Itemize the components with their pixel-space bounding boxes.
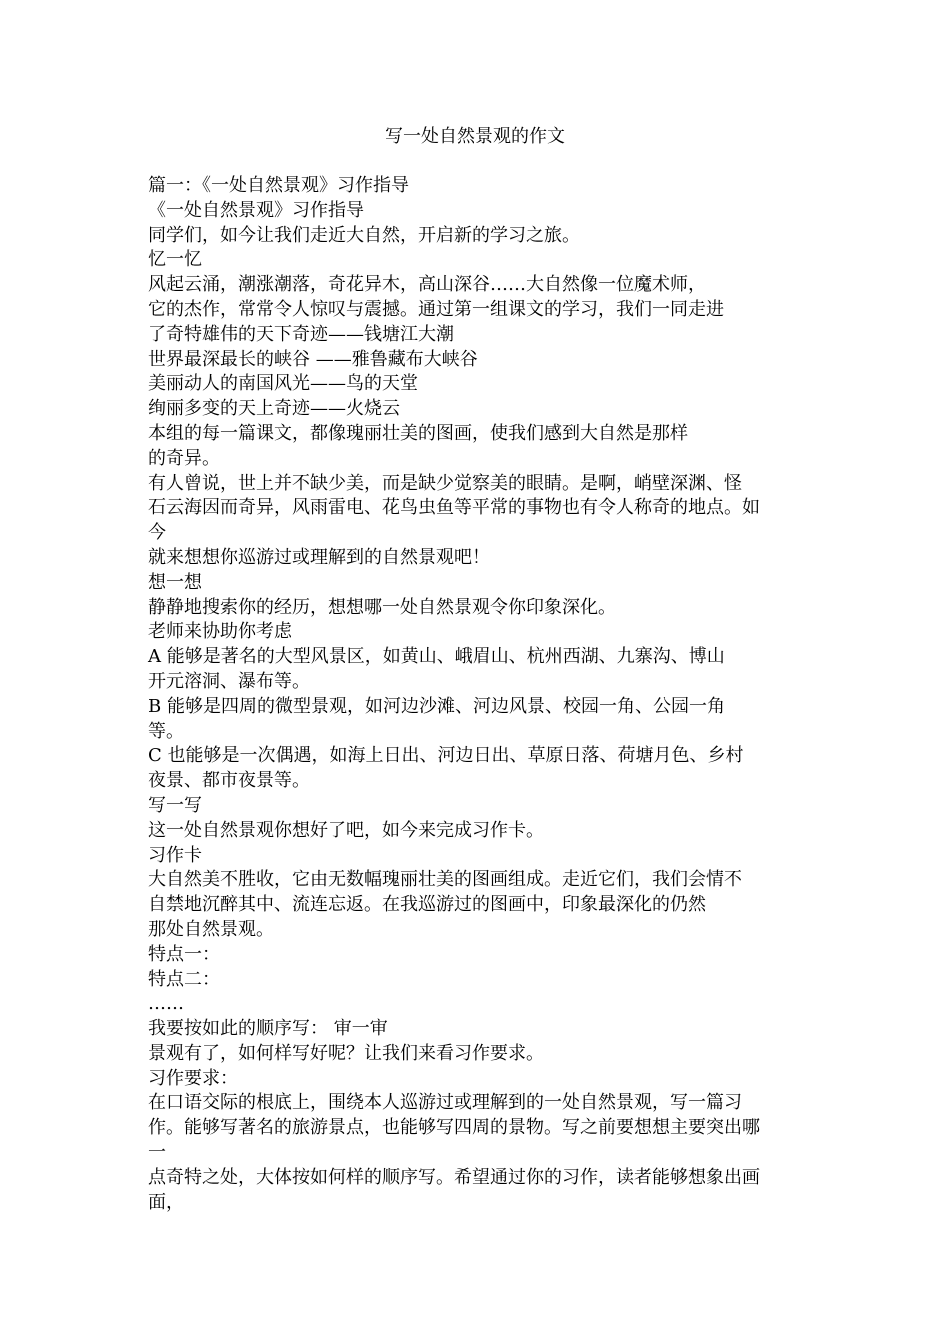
body-line: 写一写 bbox=[148, 794, 202, 816]
body-line: 习作要求： bbox=[148, 1067, 238, 1089]
body-line: 开元溶洞、瀑布等。 bbox=[148, 670, 310, 692]
body-line: 点奇特之处，大体按如何样的顺序写。希望通过你的习作，读者能够想象出画 bbox=[148, 1166, 760, 1188]
body-line: 就来想想你巡游过或理解到的自然景观吧！ bbox=[148, 546, 490, 568]
body-line: 特点二： bbox=[148, 968, 220, 990]
body-line: 老师来协助你考虑 bbox=[148, 621, 292, 643]
body-line: 等。 bbox=[148, 720, 184, 742]
body-line: 夜景、都市夜景等。 bbox=[148, 770, 310, 792]
body-line: 世界最深最长的峡谷 ——雅鲁藏布大峡谷 bbox=[148, 348, 478, 370]
body-line: 那处自然景观。 bbox=[148, 918, 274, 940]
body-line: 了奇特雄伟的天下奇迹——钱塘江大潮 bbox=[148, 323, 454, 345]
body-line: 特点一： bbox=[148, 943, 220, 965]
body-line: A 能够是著名的大型风景区，如黄山、峨眉山、杭州西湖、九寨沟、博山 bbox=[148, 646, 725, 668]
body-line: 今 bbox=[148, 522, 166, 544]
body-line: 的奇异。 bbox=[148, 447, 220, 469]
body-line: 大自然美不胜收，它由无数幅瑰丽壮美的图画组成。走近它们，我们会情不 bbox=[148, 869, 742, 891]
body-line: 它的杰作，常常令人惊叹与震撼。通过第一组课文的学习，我们一同走进 bbox=[148, 298, 724, 320]
body-line: 习作卡 bbox=[148, 844, 202, 866]
body-line: 想一想 bbox=[148, 571, 202, 593]
body-line: …… bbox=[148, 993, 184, 1015]
body-line: B 能够是四周的微型景观，如河边沙滩、河边风景、校园一角、公园一角 bbox=[148, 695, 725, 717]
body-line: 这一处自然景观你想好了吧，如今来完成习作卡。 bbox=[148, 819, 544, 841]
body-line: 自禁地沉醉其中、流连忘返。在我巡游过的图画中，印象最深化的仍然 bbox=[148, 894, 706, 916]
body-line: 有人曾说，世上并不缺少美，而是缺少觉察美的眼睛。是啊，峭壁深渊、怪 bbox=[148, 472, 742, 494]
body-line: C 也能够是一次偶遇，如海上日出、河边日出、草原日落、荷塘月色、乡村 bbox=[148, 745, 744, 767]
body-line: 静静地搜索你的经历，想想哪一处自然景观令你印象深化。 bbox=[148, 596, 616, 618]
body-line: 石云海因而奇异，风雨雷电、花鸟虫鱼等平常的事物也有令人称奇的地点。如 bbox=[148, 497, 760, 519]
body-line: 一 bbox=[148, 1142, 166, 1164]
body-line: 《一处自然景观》习作指导 bbox=[148, 199, 364, 221]
body-line: 忆一忆 bbox=[148, 249, 202, 271]
body-line: 风起云涌，潮涨潮落，奇花异木，高山深谷……大自然像一位魔术师， bbox=[148, 274, 706, 296]
body-line: 美丽动人的南国风光——鸟的天堂 bbox=[148, 373, 418, 395]
body-line: 本组的每一篇课文，都像瑰丽壮美的图画，使我们感到大自然是那样 bbox=[148, 422, 688, 444]
body-line: 作。能够写著名的旅游景点，也能够写四周的景物。写之前要想想主要突出哪 bbox=[148, 1117, 760, 1139]
document-title: 写一处自然景观的作文 bbox=[385, 126, 565, 147]
body-line: 在口语交际的根底上，围绕本人巡游过或理解到的一处自然景观，写一篇习 bbox=[148, 1092, 742, 1114]
document-body bbox=[148, 174, 808, 1215]
body-line: 我要按如此的顺序写： 审一审 bbox=[148, 1018, 388, 1040]
body-line: 同学们，如今让我们走近大自然，开启新的学习之旅。 bbox=[148, 224, 580, 246]
body-line: 景观有了，如何样写好呢？让我们来看习作要求。 bbox=[148, 1042, 544, 1064]
body-line: 绚丽多变的天上奇迹——火烧云 bbox=[148, 398, 400, 420]
body-line: 篇一：《一处自然景观》习作指导 bbox=[148, 175, 409, 196]
body-line: 面， bbox=[148, 1191, 184, 1213]
